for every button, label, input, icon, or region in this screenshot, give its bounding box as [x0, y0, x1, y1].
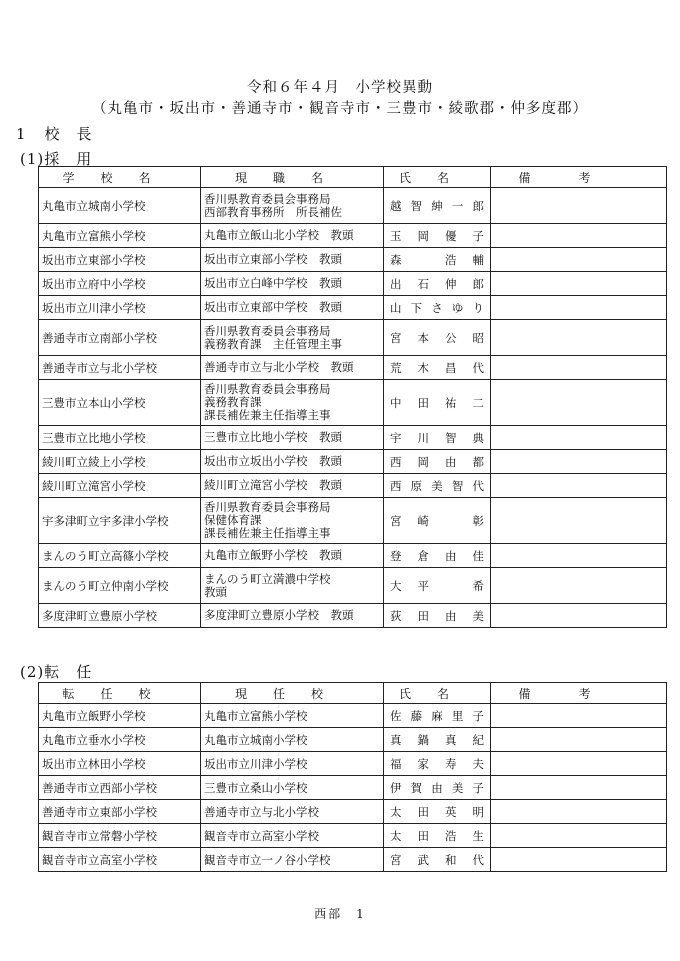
document-title: 令和６年４月 小学校異動 [247, 80, 433, 96]
current-position-line: 義務教育課 [204, 395, 262, 409]
current-position-cell [201, 450, 384, 474]
current-position-line: 香川県教育委員会事務局 [204, 191, 331, 206]
school-cell: 綾川町立綾上小学校 [39, 450, 201, 474]
current-position-cell [201, 188, 384, 224]
remarks-cell [491, 380, 667, 426]
name-cell: 福家寿夫 [384, 752, 491, 776]
table-row [39, 474, 667, 498]
school-cell: 三豊市立本山小学校 [39, 380, 201, 426]
current-school-cell: 善通寺市立与北小学校 [201, 800, 384, 824]
current-position-cell [201, 380, 384, 426]
current-position-line: 綾川町立滝宮小学校 教頭 [204, 478, 342, 492]
section-heading-principal [16, 123, 93, 144]
hiring-table [38, 166, 667, 628]
remarks-cell [491, 544, 667, 568]
name-cell: 西原美智代 [384, 474, 491, 498]
column-header-name: 氏名 [384, 167, 491, 188]
name-cell: 太田英明 [384, 800, 491, 824]
name-cell: 伊賀由美子 [384, 776, 491, 800]
remarks-cell [491, 224, 667, 248]
current-position-line: 義務教育課 主任管理主事 [204, 336, 342, 351]
table-header-row [39, 167, 667, 188]
column-header-remarks: 備考 [491, 683, 667, 704]
current-position-cell [201, 296, 384, 320]
school-cell: 丸亀市立富熊小学校 [39, 224, 201, 248]
table-row [39, 544, 667, 568]
remarks-cell [491, 604, 667, 628]
name-cell: 荻田由美 [384, 604, 491, 628]
transfer-school-cell: 坂出市立林田小学校 [39, 752, 201, 776]
name-cell: 山下さゆり [384, 296, 491, 320]
remarks-cell [491, 356, 667, 380]
school-cell: 善通寺市立南部小学校 [39, 320, 201, 356]
remarks-cell [491, 752, 667, 776]
transfer-table [38, 682, 667, 872]
current-position-cell [201, 356, 384, 380]
name-cell: 佐藤麻里子 [384, 704, 491, 728]
current-position-line: 丸亀市立飯野小学校 教頭 [204, 548, 342, 562]
current-school-cell: 三豊市立桑山小学校 [201, 776, 384, 800]
current-position-line: 坂出市立白峰中学校 教頭 [204, 276, 342, 290]
table-row [39, 272, 667, 296]
table-row [39, 426, 667, 450]
current-position-line: 坂出市立東部中学校 教頭 [204, 300, 342, 314]
remarks-cell [491, 824, 667, 848]
current-position-cell [201, 568, 384, 604]
name-cell: 荒木昌代 [384, 356, 491, 380]
table-row [39, 568, 667, 604]
remarks-cell [491, 498, 667, 544]
table-row [39, 704, 667, 728]
table-row [39, 188, 667, 224]
current-school-cell: 丸亀市立城南小学校 [201, 728, 384, 752]
current-school-cell: 丸亀市立富熊小学校 [201, 704, 384, 728]
remarks-cell [491, 296, 667, 320]
current-position-cell [201, 224, 384, 248]
current-position-cell [201, 248, 384, 272]
name-cell: 出石伸郎 [384, 272, 491, 296]
transfer-school-cell: 観音寺市立常磐小学校 [39, 824, 201, 848]
column-header-school: 学校名 [39, 167, 201, 188]
remarks-cell [491, 450, 667, 474]
column-header-remarks: 備考 [491, 167, 667, 188]
school-cell: 綾川町立滝宮小学校 [39, 474, 201, 498]
name-cell: 玉岡優子 [384, 224, 491, 248]
table-row [39, 752, 667, 776]
section-number: 1 [16, 125, 27, 143]
current-school-cell: 観音寺市立一ノ谷小学校 [201, 848, 384, 872]
current-position-cell [201, 320, 384, 356]
current-position-line: 課長補佐兼主任指導主事 [204, 408, 331, 422]
transfer-school-cell: 丸亀市立垂水小学校 [39, 728, 201, 752]
current-position-line: まんのう町立満濃中学校 [204, 571, 331, 586]
column-header-name: 氏名 [384, 683, 491, 704]
current-position-line: 課長補佐兼主任指導主事 [204, 526, 331, 540]
current-position-line: 教頭 [204, 584, 227, 599]
column-header-current-position: 現職名 [201, 167, 384, 188]
name-cell: 宇川智典 [384, 426, 491, 450]
current-school-cell: 観音寺市立高室小学校 [201, 824, 384, 848]
table-row [39, 848, 667, 872]
current-position-line: 三豊市立比地小学校 教頭 [204, 430, 342, 444]
current-position-line: 善通寺市立与北小学校 教頭 [204, 360, 354, 374]
current-position-line: 香川県教育委員会事務局 [204, 500, 331, 514]
remarks-cell [491, 728, 667, 752]
table-row [39, 296, 667, 320]
table-row [39, 800, 667, 824]
table-row [39, 320, 667, 356]
current-position-cell [201, 474, 384, 498]
page-number: 西部 1 [314, 907, 366, 921]
school-cell: 多度津町立豊原小学校 [39, 604, 201, 628]
table-row [39, 450, 667, 474]
table-row [39, 380, 667, 426]
school-cell: 宇多津町立宇多津小学校 [39, 498, 201, 544]
school-cell: 坂出市立府中小学校 [39, 272, 201, 296]
remarks-cell [491, 426, 667, 450]
transfer-school-cell: 観音寺市立高室小学校 [39, 848, 201, 872]
column-header-transfer-school: 転任校 [39, 683, 201, 704]
current-position-cell [201, 544, 384, 568]
name-cell: 西岡由都 [384, 450, 491, 474]
column-header-current-school: 現任校 [201, 683, 384, 704]
remarks-cell [491, 248, 667, 272]
table-row [39, 728, 667, 752]
name-cell: 宮本公昭 [384, 320, 491, 356]
remarks-cell [491, 800, 667, 824]
table-row [39, 248, 667, 272]
name-cell: 越智紳一郎 [384, 188, 491, 224]
remarks-cell [491, 188, 667, 224]
current-position-line: 坂出市立東部小学校 教頭 [204, 252, 342, 266]
current-school-cell: 坂出市立川津小学校 [201, 752, 384, 776]
current-position-line: 丸亀市立飯山北小学校 教頭 [204, 228, 354, 242]
transfer-school-cell: 丸亀市立飯野小学校 [39, 704, 201, 728]
school-cell: 三豊市立比地小学校 [39, 426, 201, 450]
current-position-line: 多度津町立豊原小学校 教頭 [204, 608, 354, 622]
current-position-cell [201, 498, 384, 544]
remarks-cell [491, 704, 667, 728]
remarks-cell [491, 776, 667, 800]
table-row [39, 824, 667, 848]
subsection-heading-hiring: (1)採 用 [20, 150, 93, 168]
school-cell: 坂出市立川津小学校 [39, 296, 201, 320]
table-row [39, 498, 667, 544]
table-header-row [39, 683, 667, 704]
name-cell: 大平 希 [384, 568, 491, 604]
transfer-school-cell: 善通寺市立東部小学校 [39, 800, 201, 824]
school-cell: まんのう町立仲南小学校 [39, 568, 201, 604]
school-cell: まんのう町立高篠小学校 [39, 544, 201, 568]
remarks-cell [491, 474, 667, 498]
school-cell: 坂出市立東部小学校 [39, 248, 201, 272]
table-row [39, 224, 667, 248]
name-cell: 中田祐二 [384, 380, 491, 426]
current-position-line: 保健体育課 [204, 513, 262, 527]
table-row [39, 356, 667, 380]
name-cell: 宮武和代 [384, 848, 491, 872]
table-row [39, 776, 667, 800]
name-cell: 太田浩生 [384, 824, 491, 848]
current-position-line: 香川県教育委員会事務局 [204, 323, 331, 338]
remarks-cell [491, 320, 667, 356]
subsection-heading-transfer: (2)転 任 [20, 663, 93, 681]
current-position-cell [201, 604, 384, 628]
name-cell: 宮崎 彰 [384, 498, 491, 544]
school-cell: 丸亀市立城南小学校 [39, 188, 201, 224]
document-subtitle: （丸亀市・坂出市・善通寺市・観音寺市・三豊市・綾歌郡・仲多度郡） [92, 101, 588, 117]
remarks-cell [491, 848, 667, 872]
current-position-cell [201, 272, 384, 296]
current-position-cell [201, 426, 384, 450]
current-position-line: 香川県教育委員会事務局 [204, 382, 331, 396]
name-cell: 真鍋真紀 [384, 728, 491, 752]
section-label: 校 長 [44, 125, 93, 143]
transfer-school-cell: 善通寺市立西部小学校 [39, 776, 201, 800]
current-position-line: 西部教育事務所 所長補佐 [204, 204, 342, 219]
current-position-line: 坂出市立坂出小学校 教頭 [204, 454, 342, 468]
name-cell: 森 浩輔 [384, 248, 491, 272]
name-cell: 登倉由佳 [384, 544, 491, 568]
table-row [39, 604, 667, 628]
remarks-cell [491, 568, 667, 604]
school-cell: 善通寺市立与北小学校 [39, 356, 201, 380]
remarks-cell [491, 272, 667, 296]
